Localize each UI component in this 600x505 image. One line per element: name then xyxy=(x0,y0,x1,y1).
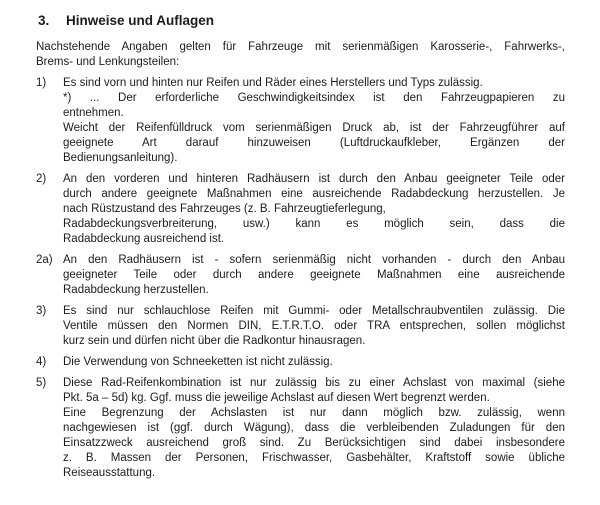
item-number: 2) xyxy=(36,173,47,185)
text-line: entnehmen. xyxy=(63,107,124,119)
items-list xyxy=(0,76,600,481)
text-line: durch andere geeignete Maßnahmen eine ausreichende Radabdeckung herzustellen. Je xyxy=(63,188,565,200)
text-line: Weicht der Reifenfülldruck vom serienmäßigen Druck ab, ist der Fahrzeugführer auf xyxy=(63,122,565,134)
list-item xyxy=(36,76,600,166)
item-number: 2a) xyxy=(36,254,53,266)
list-item xyxy=(36,355,600,370)
text-line: Brems- und Lenkungsteilen: xyxy=(36,56,180,68)
text-line: Die Verwendung von Schneeketten ist nicht zulässig. xyxy=(63,356,333,368)
text-line: Radabdeckung herzustellen. xyxy=(63,284,209,296)
list-item xyxy=(36,172,600,247)
item-number: 4) xyxy=(36,356,47,368)
list-item xyxy=(36,304,600,349)
item-text xyxy=(63,304,565,349)
text-line: Ventile müssen den Normen DIN, E.T.R.T.O. oder TRA entsprechen, sollen möglichst xyxy=(63,320,565,332)
text-line: Es sind vorn und hinten nur Reifen und Räder eines Herstellers und Typs zulässig. xyxy=(63,77,483,89)
text-line: Reiseausstattung. xyxy=(63,467,156,479)
text-line: Diese Rad-Reifenkombination ist nur zulässig bis zu einer Achslast von maximal (siehe xyxy=(63,377,565,389)
item-text xyxy=(63,355,565,370)
text-line: geeignete Art darauf hinzuweisen (Luftdruckaufkleber, Ergänzen der xyxy=(63,137,565,149)
text-line: Nachstehende Angaben gelten für Fahrzeuge mit serienmäßigen Karosserie-, Fahrwerks-, xyxy=(36,41,565,53)
item-number: 1) xyxy=(36,77,47,89)
text-line: Pkt. 5a – 5d) kg. Ggf. muss die jeweilige Achslast auf diesen Wert begrenzt werden. xyxy=(63,392,490,404)
text-line: Es sind nur schlauchlose Reifen mit Gummi- oder Metallschraubventilen zulässig. Die xyxy=(63,305,565,317)
text-line: Eine Begrenzung der Achslasten ist nur dann möglich bzw. zulässig, wenn xyxy=(63,407,565,419)
section-title: Hinweise und Auflagen xyxy=(66,13,215,28)
text-line: nachgewiesen ist (ggf. durch Wägung), dass die verbleibenden Zuladungen für den xyxy=(63,422,565,434)
text-line: nach Rüstzustand des Fahrzeuges (z. B. Fahrzeugtieferlegung, xyxy=(63,203,386,215)
item-text xyxy=(63,253,565,298)
intro-paragraph xyxy=(36,40,565,70)
text-line: geeigneter Teile oder durch andere geeignete Maßnahmen eine ausreichende xyxy=(63,269,565,281)
text-line: *) ... Der erforderliche Geschwindigkeitsindex ist den Fahrzeugpapieren zu xyxy=(63,92,565,104)
item-text xyxy=(63,172,565,247)
list-item xyxy=(36,376,600,481)
text-line: Radabdeckung ausreichend ist. xyxy=(63,233,225,245)
text-line: An den Radhäusern ist - sofern serienmäßig nicht vorhanden - durch den Anbau xyxy=(63,254,565,266)
list-item xyxy=(36,253,600,298)
text-line: Bedienungsanleitung). xyxy=(63,152,178,164)
text-line: Einsatzzweck ausreichend groß sind. Zu Berücksichtigen sind dabei insbesondere xyxy=(63,437,565,449)
text-line: z. B. Massen der Personen, Frischwasser, Gasbehälter, Kraftstoff sowie übliche xyxy=(63,452,565,464)
section-number: 3. xyxy=(38,13,50,28)
text-line: kurz sein und dürfen nicht über die Radkontur hinausragen. xyxy=(63,335,366,347)
text-line: An den vorderen und hinteren Radhäusern ist durch den Anbau geeigneter Teile oder xyxy=(63,173,565,185)
item-number: 3) xyxy=(36,305,47,317)
section-heading xyxy=(38,13,600,29)
text-line: Radabdeckungsverbreiterung, usw.) kann es möglich sein, dass die xyxy=(63,218,565,230)
item-text xyxy=(63,76,565,166)
item-text xyxy=(63,376,565,481)
item-number: 5) xyxy=(36,377,47,389)
